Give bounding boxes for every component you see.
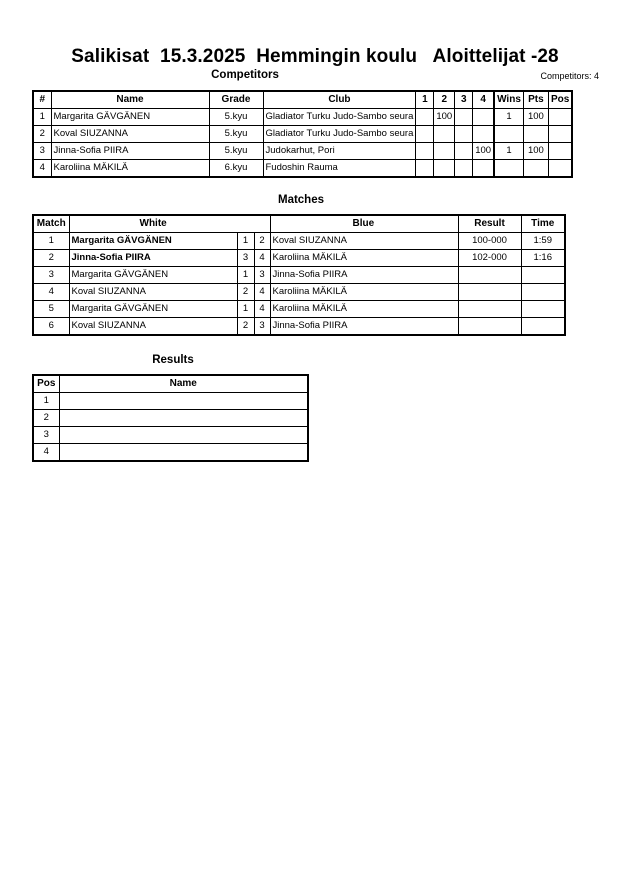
match-white-name: Koval SIUZANNA bbox=[69, 318, 237, 336]
competitor-club: Gladiator Turku Judo-Sambo seura bbox=[263, 109, 416, 126]
match-white-num: 2 bbox=[237, 284, 254, 301]
table-row bbox=[33, 109, 572, 126]
round-1-score bbox=[416, 126, 434, 143]
competitor-name: Margarita GÄVGÄNEN bbox=[51, 109, 209, 126]
competitor-grade: 5.kyu bbox=[209, 126, 263, 143]
match-number: 6 bbox=[33, 318, 69, 336]
match-white-name: Margarita GÄVGÄNEN bbox=[69, 267, 237, 284]
col-header-round-2: 2 bbox=[434, 91, 455, 109]
table-row bbox=[33, 284, 565, 301]
competitor-club: Judokarhut, Pori bbox=[263, 143, 416, 160]
table-row bbox=[33, 318, 565, 336]
col-header-pts: Pts bbox=[523, 91, 548, 109]
match-time bbox=[521, 267, 565, 284]
match-blue-name: Karoliina MÄKILÄ bbox=[270, 284, 458, 301]
col-header-club: Club bbox=[263, 91, 416, 109]
competitor-grade: 5.kyu bbox=[209, 109, 263, 126]
result-pos: 4 bbox=[33, 444, 59, 462]
competitor-num: 4 bbox=[33, 160, 51, 178]
table-row bbox=[33, 444, 308, 462]
match-white-num: 1 bbox=[237, 301, 254, 318]
match-white-num: 1 bbox=[237, 233, 254, 250]
col-header-grade: Grade bbox=[209, 91, 263, 109]
matches-header-row bbox=[33, 215, 565, 233]
table-row bbox=[33, 301, 565, 318]
match-result bbox=[458, 301, 521, 318]
match-number: 2 bbox=[33, 250, 69, 267]
match-blue-num: 3 bbox=[254, 318, 270, 336]
competitor-club: Fudoshin Rauma bbox=[263, 160, 416, 178]
result-pos: 1 bbox=[33, 393, 59, 410]
table-row bbox=[33, 267, 565, 284]
table-row bbox=[33, 427, 308, 444]
round-2-score bbox=[434, 143, 455, 160]
match-blue-name: Jinna-Sofia PIIRA bbox=[270, 318, 458, 336]
match-number: 4 bbox=[33, 284, 69, 301]
competitors-header-row bbox=[33, 91, 572, 109]
match-blue-name: Koval SIUZANNA bbox=[270, 233, 458, 250]
match-time bbox=[521, 318, 565, 336]
result-pos: 2 bbox=[33, 410, 59, 427]
match-blue-num: 4 bbox=[254, 250, 270, 267]
competitor-grade: 6.kyu bbox=[209, 160, 263, 178]
col-header-num: # bbox=[33, 91, 51, 109]
match-number: 3 bbox=[33, 267, 69, 284]
match-result bbox=[458, 267, 521, 284]
match-white-name: Koval SIUZANNA bbox=[69, 284, 237, 301]
competitors-heading: Competitors bbox=[211, 69, 279, 81]
result-name bbox=[59, 427, 308, 444]
round-2-score bbox=[434, 160, 455, 178]
round-1-score bbox=[416, 109, 434, 126]
competitor-pts: 100 bbox=[523, 109, 548, 126]
match-result bbox=[458, 284, 521, 301]
match-time: 1:59 bbox=[521, 233, 565, 250]
competitor-num: 3 bbox=[33, 143, 51, 160]
result-name bbox=[59, 444, 308, 462]
col-header-blue: Blue bbox=[270, 215, 458, 233]
competitor-pts: 100 bbox=[523, 143, 548, 160]
col-header-name: Name bbox=[59, 375, 308, 393]
result-name bbox=[59, 393, 308, 410]
competitor-pts bbox=[523, 160, 548, 178]
match-number: 1 bbox=[33, 233, 69, 250]
competitor-name: Jinna-Sofia PIIRA bbox=[51, 143, 209, 160]
match-time bbox=[521, 301, 565, 318]
match-result bbox=[458, 318, 521, 336]
competitor-pts bbox=[523, 126, 548, 143]
match-blue-name: Jinna-Sofia PIIRA bbox=[270, 267, 458, 284]
competitor-pos bbox=[548, 160, 572, 178]
round-4-score bbox=[473, 160, 494, 178]
col-header-pos: Pos bbox=[548, 91, 572, 109]
col-header-round-4: 4 bbox=[473, 91, 494, 109]
table-row bbox=[33, 393, 308, 410]
results-heading: Results bbox=[152, 354, 194, 366]
match-number: 5 bbox=[33, 301, 69, 318]
round-3-score bbox=[455, 160, 473, 178]
table-row bbox=[33, 143, 572, 160]
table-row bbox=[33, 250, 565, 267]
competitors-count: Competitors: 4 bbox=[540, 71, 599, 81]
competitor-pos bbox=[548, 143, 572, 160]
col-header-match: Match bbox=[33, 215, 69, 233]
col-header-wins: Wins bbox=[494, 91, 523, 109]
competitor-grade: 5.kyu bbox=[209, 143, 263, 160]
round-2-score bbox=[434, 126, 455, 143]
match-result: 100-000 bbox=[458, 233, 521, 250]
round-4-score bbox=[473, 126, 494, 143]
competitor-wins: 1 bbox=[494, 143, 523, 160]
col-header-round-3: 3 bbox=[455, 91, 473, 109]
col-header-name: Name bbox=[51, 91, 209, 109]
competitor-wins: 1 bbox=[494, 109, 523, 126]
competitors-table bbox=[32, 90, 573, 178]
result-pos: 3 bbox=[33, 427, 59, 444]
table-row bbox=[33, 126, 572, 143]
table-row bbox=[33, 233, 565, 250]
competitor-pos bbox=[548, 126, 572, 143]
page-title: Salikisat 15.3.2025 Hemmingin koulu Aloittelijat -28 bbox=[71, 46, 559, 67]
competitor-num: 2 bbox=[33, 126, 51, 143]
match-white-num: 1 bbox=[237, 267, 254, 284]
round-1-score bbox=[416, 143, 434, 160]
match-white-num: 3 bbox=[237, 250, 254, 267]
match-time: 1:16 bbox=[521, 250, 565, 267]
result-name bbox=[59, 410, 308, 427]
col-header-round-1: 1 bbox=[416, 91, 434, 109]
match-blue-num: 4 bbox=[254, 301, 270, 318]
match-blue-num: 2 bbox=[254, 233, 270, 250]
round-1-score bbox=[416, 160, 434, 178]
results-table bbox=[32, 374, 309, 462]
competitor-name: Karoliina MÄKILÄ bbox=[51, 160, 209, 178]
competitor-name: Koval SIUZANNA bbox=[51, 126, 209, 143]
competitor-wins bbox=[494, 126, 523, 143]
competitor-num: 1 bbox=[33, 109, 51, 126]
round-3-score bbox=[455, 143, 473, 160]
table-row bbox=[33, 410, 308, 427]
match-blue-name: Karoliina MÄKILÄ bbox=[270, 301, 458, 318]
match-blue-name: Karoliina MÄKILÄ bbox=[270, 250, 458, 267]
match-blue-num: 4 bbox=[254, 284, 270, 301]
competitor-pos bbox=[548, 109, 572, 126]
round-2-score: 100 bbox=[434, 109, 455, 126]
round-3-score bbox=[455, 109, 473, 126]
competitor-wins bbox=[494, 160, 523, 178]
matches-heading: Matches bbox=[277, 194, 325, 206]
match-white-name: Jinna-Sofia PIIRA bbox=[69, 250, 237, 267]
match-blue-num: 3 bbox=[254, 267, 270, 284]
match-time bbox=[521, 284, 565, 301]
round-4-score bbox=[473, 109, 494, 126]
col-header-time: Time bbox=[521, 215, 565, 233]
col-header-result: Result bbox=[458, 215, 521, 233]
match-white-num: 2 bbox=[237, 318, 254, 336]
competitor-club: Gladiator Turku Judo-Sambo seura bbox=[263, 126, 416, 143]
match-result: 102-000 bbox=[458, 250, 521, 267]
col-header-pos: Pos bbox=[33, 375, 59, 393]
match-white-name: Margarita GÄVGÄNEN bbox=[69, 233, 237, 250]
round-4-score: 100 bbox=[473, 143, 494, 160]
table-row bbox=[33, 160, 572, 178]
col-header-white: White bbox=[69, 215, 270, 233]
results-header-row bbox=[33, 375, 308, 393]
match-white-name: Margarita GÄVGÄNEN bbox=[69, 301, 237, 318]
round-3-score bbox=[455, 126, 473, 143]
matches-table bbox=[32, 214, 566, 336]
